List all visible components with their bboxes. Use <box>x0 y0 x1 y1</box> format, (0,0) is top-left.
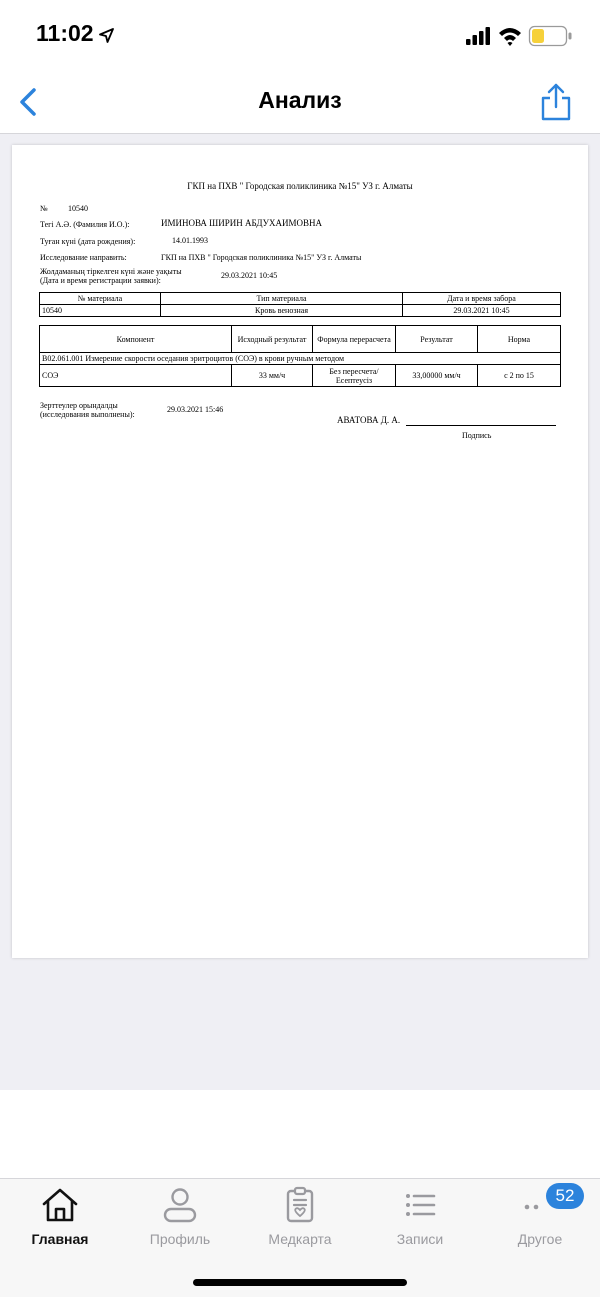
patient-name-value: ИМИНОВА ШИРИН АБДУХАИМОВНА <box>161 218 322 228</box>
tab-bar <box>0 1178 600 1297</box>
share-button[interactable] <box>538 80 574 124</box>
referral-value: ГКП на ПХВ " Городская поликлиника №15" УЗ г. Алматы <box>161 253 362 262</box>
table-header: Тип материала <box>161 293 403 305</box>
registration-label-ru: (Дата и время регистрации заявки): <box>40 276 161 285</box>
tab-label: Медкарта <box>268 1231 332 1247</box>
tab-other[interactable] <box>480 1185 600 1255</box>
page-title: Анализ <box>258 87 342 113</box>
table-cell: Без пересчета/ Есептеусіз <box>313 365 396 387</box>
table-header: Результат <box>396 326 478 353</box>
status-bar <box>0 0 600 70</box>
table-header: Формула перерасчета <box>313 326 396 353</box>
patient-name-label: Тегі А.Ә. (Фамилия И.О.): <box>40 220 130 229</box>
battery-icon <box>530 27 572 46</box>
table-header: Компонент <box>40 326 232 353</box>
document-sheet <box>12 145 588 958</box>
table-header: Исходный результат <box>232 326 313 353</box>
table-row <box>40 293 561 305</box>
material-table <box>39 292 561 317</box>
location-arrow-icon <box>99 28 114 43</box>
result-table <box>39 325 561 387</box>
tab-label: Другое <box>517 1231 563 1247</box>
signer-name: АВАТОВА Д. А. <box>337 415 401 425</box>
table-row <box>40 365 561 387</box>
home-icon <box>40 1185 80 1225</box>
tab-medcard[interactable] <box>240 1185 360 1255</box>
table-cell: СОЭ <box>40 365 232 387</box>
profile-icon <box>160 1185 200 1225</box>
table-cell: с 2 по 15 <box>478 365 561 387</box>
tab-label: Главная <box>31 1231 89 1247</box>
completed-label-ru: (исследования выполнены): <box>40 410 135 419</box>
table-row <box>40 353 561 365</box>
table-cell: 10540 <box>40 305 161 317</box>
number-label: № <box>40 204 48 213</box>
dob-label: Туған күні (дата рождения): <box>40 237 136 246</box>
table-cell: 29.03.2021 10:45 <box>403 305 561 317</box>
wifi-icon <box>499 28 521 46</box>
content-footer-area <box>0 1090 600 1178</box>
table-header: Дата и время забора <box>403 293 561 305</box>
signature-line <box>406 425 556 426</box>
table-cell: 33 мм/ч <box>232 365 313 387</box>
tab-home[interactable] <box>0 1185 120 1255</box>
table-cell: 33,00000 мм/ч <box>396 365 478 387</box>
signature-label: Подпись <box>462 431 492 440</box>
status-icons <box>466 24 576 48</box>
table-row <box>40 305 561 317</box>
tab-profile[interactable] <box>120 1185 240 1255</box>
tab-label: Профиль <box>149 1231 211 1247</box>
referral-label: Исследование направить: <box>40 253 127 262</box>
test-group-name: B02.061.001 Измерение скорости оседания эритроцитов (СОЭ) в крови ручным методом <box>40 353 561 365</box>
signal-icon <box>466 27 490 45</box>
tab-records[interactable] <box>360 1185 480 1255</box>
status-time: 11:02 <box>36 20 94 46</box>
completed-value: 29.03.2021 15:46 <box>167 405 224 414</box>
list-icon <box>400 1185 440 1225</box>
tab-label: Записи <box>396 1231 444 1247</box>
home-indicator <box>193 1279 407 1286</box>
table-header: Норма <box>478 326 561 353</box>
table-header: № материала <box>40 293 161 305</box>
completed-label: Зерттеулер орындалды <box>40 401 118 410</box>
notification-badge: 52 <box>546 1183 584 1209</box>
registration-label: Жолдаманың тіркелген күні және уақыты <box>40 267 182 276</box>
dob-value: 14.01.1993 <box>172 236 208 245</box>
number-value: 10540 <box>68 204 88 213</box>
table-row <box>40 326 561 353</box>
table-cell: Кровь венозная <box>161 305 403 317</box>
nav-bar <box>0 70 600 134</box>
medcard-icon <box>280 1185 320 1225</box>
document-header: ГКП на ПХВ " Городская поликлиника №15" УЗ г. Алматы <box>187 181 413 191</box>
registration-value: 29.03.2021 10:45 <box>221 271 278 280</box>
